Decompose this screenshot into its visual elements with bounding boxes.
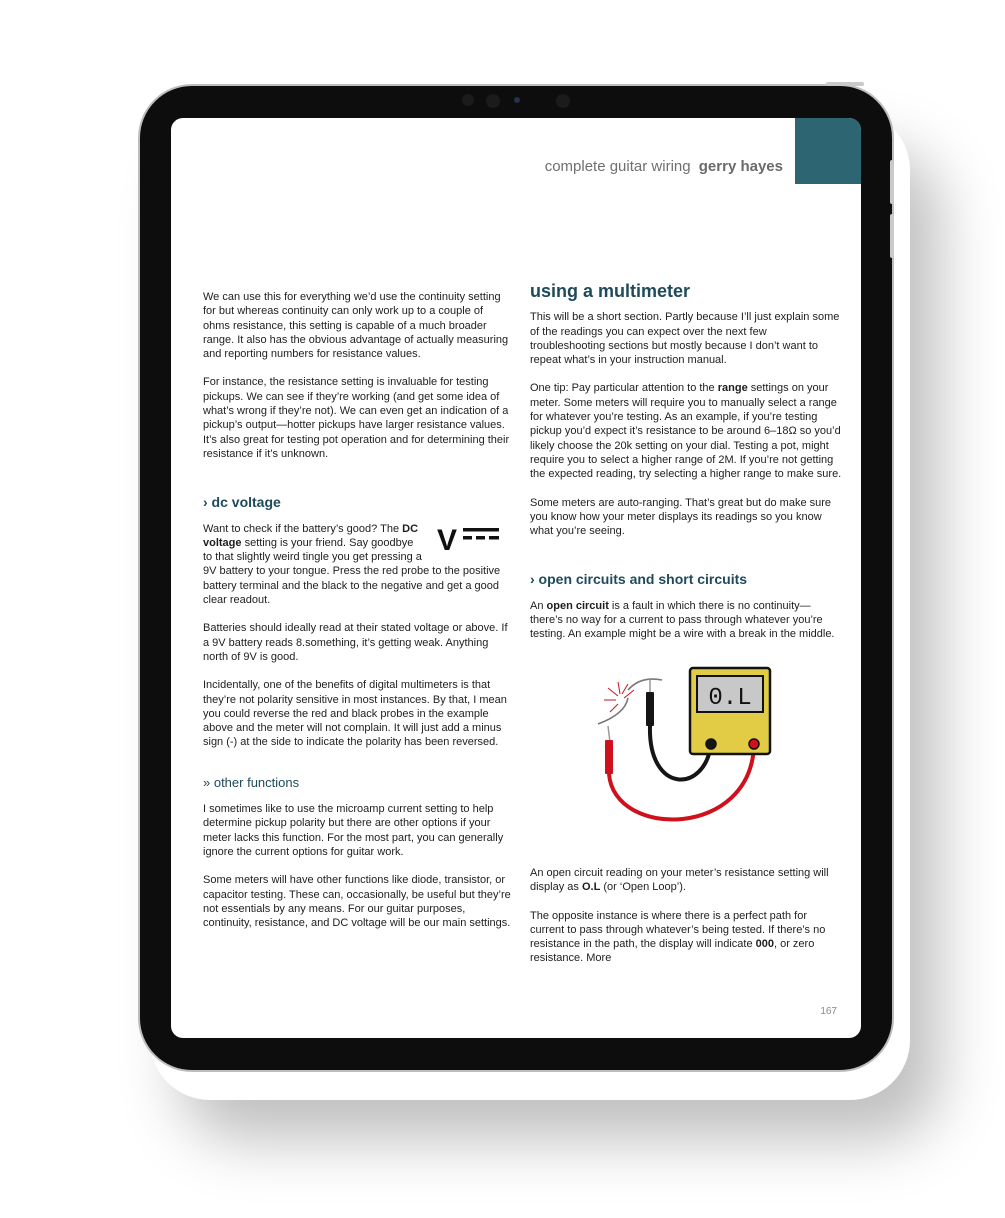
accent-corner-block [795,118,861,184]
page-number: 167 [820,1006,837,1017]
running-header [545,158,783,175]
paragraph: Want to check if the battery’s good? The DC voltage setting is your friend. Say goodbye to that slightly weird tingle you get pressing a 9V battery to your tongue. Press the red probe to the positive battery terminal and the black to the negative and get a good clear readout. [203,522,501,607]
paragraph: For instance, the resistance setting is invaluable for testing pickups. We can see if they’re working (and get some idea of what’s wrong if they’re not). We can even get an indication of a pickup’s output—hotter pickups have larger resistance values. It’s also great for testing pot operation and for determining their resistance if it’s unknown. [203,376,510,460]
paragraph: Batteries should ideally read at their stated voltage or above. If a 9V battery reads 8.something, it’s getting weak. Anything north of 9V is good. [203,622,508,663]
right-column [530,281,842,980]
author-name: gerry hayes [698,158,783,175]
section-heading: using a multimeter [530,281,691,301]
page-screen [171,118,861,1038]
book-title: complete guitar wiring [544,158,691,175]
open-circuit-illustration [530,664,842,842]
camera-lens [486,94,500,108]
volume-button [890,214,894,258]
power-button [826,82,864,86]
camera-lens [556,94,570,108]
open-circuit-heading: › open circuits and short circuits [530,571,748,588]
spark-icon [604,682,634,712]
broken-wire-right [628,679,662,690]
left-column [203,290,511,944]
red-probe-tip [608,726,610,742]
dc-dash [476,536,485,540]
paragraph: Incidentally, one of the benefits of digital multimeters is that they’re not polarity sensitive in most instances. By that, I mean you could reverse the red and black probes in the example above and the meter will not complain. It will just add a minus sign (-) at the side to indicate the polarity has been reversed. [203,679,507,749]
camera-sensor [514,97,520,103]
paragraph: We can use this for everything we’d use the continuity setting for but whereas continuity can only work up to a couple of ohms resistance, this setting is capable of a much broader range. It also has the obvious advantage of actually measuring and reporting numbers for resistance values. [203,291,509,361]
paragraph: An open circuit reading on your meter’s resistance setting will display as O.L (or ‘Open Loop’). [530,866,829,894]
v-ohm-jack [749,739,759,749]
paragraph: Some meters are auto-ranging. That’s great but do make sure you know how your meter displays its readings so you know what you’re seeing. [530,496,832,538]
black-probe-handle [646,692,654,726]
paragraph: The opposite instance is where there is a perfect path for current to pass through whatever’s being tested. If there’s no resistance in the path, the display will indicate 000, or zero resistance. More [530,909,826,965]
paragraph: This will be a short section. Partly because I’ll just explain some of the readings you can expect over the next few troubleshooting sections but mostly because I don’t want to repeat what’s in your instruction manual. [530,311,840,367]
dc-dash [463,536,472,540]
volume-button [890,160,894,204]
camera-lens [462,94,474,106]
com-jack [706,739,716,749]
dc-solid-line [463,528,499,532]
paragraph: Some meters will have other functions like diode, transistor, or capacitor testing. These can, occasionally, be useful but they’re not essentials by any means. For our guitar purposes, continuity, resistance, and DC voltage will be our main settings. [203,874,511,930]
display-reading: 0.L [708,684,752,712]
dc-voltage-symbol-icon [437,522,503,556]
dc-dash [489,536,499,540]
red-probe-handle [605,740,613,774]
dc-voltage-heading: › dc voltage [203,494,281,511]
paragraph: I sometimes like to use the microamp current setting to help determine pickup polarity but there are other options if your meter lacks this function. For the most part, you can generally ignore the current options for guitar work. [203,803,504,858]
red-lead [609,744,754,820]
dc-symbol-letter: V [437,523,458,556]
paragraph: One tip: Pay particular attention to the range settings on your meter. Some meters will require you to manually select a range for whatever you’re testing. As an example, if you’re testing pickup you’d expect it’s resistance to be around 6–18Ω so you’d likely choose the 20k setting on your dial. Testing a pot, might require you to select a higher range of 2M. If you’re not getting the expected reading, try selecting a higher range to make sure. [530,382,842,481]
paragraph: An open circuit is a fault in which there is no continuity—there’s no way for a current to pass through whatever you’re testing. An example might be a wire with a break in the middle. [530,599,835,641]
broken-wire-left [598,698,628,724]
other-functions-heading: » other functions [203,774,300,790]
dc-voltage-block [203,522,511,608]
